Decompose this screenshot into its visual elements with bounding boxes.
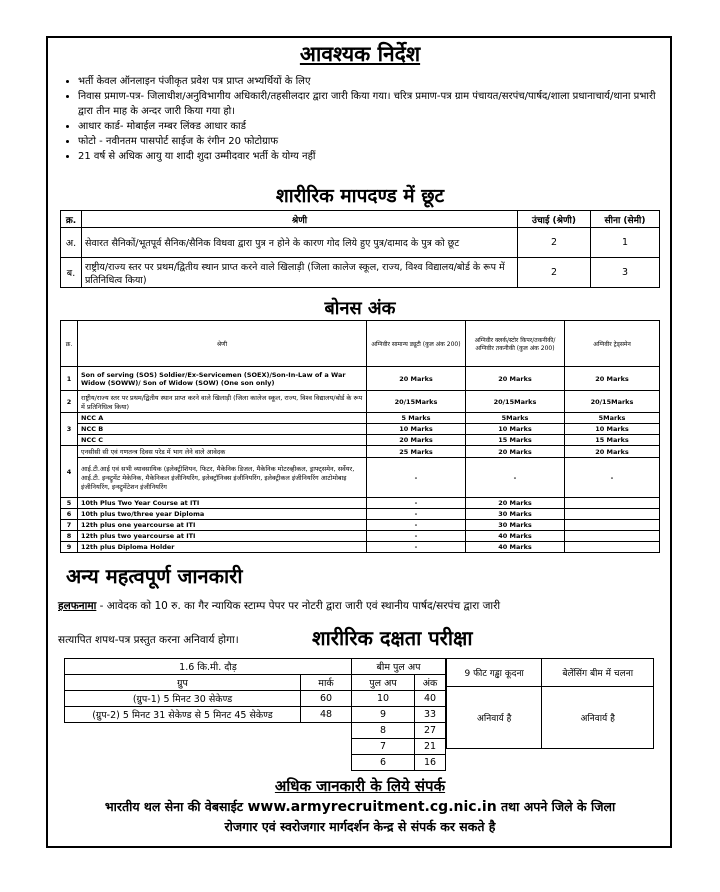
- title-contact: अधिक जानकारी के लिये संपर्क: [274, 777, 446, 795]
- title-other-info: अन्य महत्वपूर्ण जानकारी: [66, 564, 243, 588]
- table-row: 2 राष्ट्रीय/राज्य स्तर पर प्रथम/द्वितीय स्थान प्राप्त करने वाले खिलाड़ी (जिला कालेज स्कूल, राज्य, विश्व विद्यालय/बोर्ड के रूप में प्रतिनिधित्व किया) 20/15Marks 20/15Marks 20/15Marks: [61, 391, 660, 413]
- affidavit-line: हलफनामा - आवेदक को 10 रु. का गैर न्यायिक स्टाम्प पेपर पर नोटरी द्वारा जारी एवं स्थानीय पार्षद/सरपंच द्वारा जारी: [58, 600, 501, 612]
- table-row: (ग्रुप-1) 5 मिनट 30 सेकेण्ड 60 10 40: [65, 691, 446, 707]
- table-row: आई.टी.आई एवं सभी व्यावसायिक (इलेक्ट्रीशियन, फिटर, मैकेनिक डिजल, मैकेनिक मोटरव्हीकल, ड्राफ्ट्समेन, सर्वेयर, आई.टी. इन्स्ट्रुमेंट मेकेनिक, मैकेनिकल इंजीनियरिंग, इलेक्ट्रॉनिक्स इंजीनियरिंग, इलेक्ट्रीकल इंजीनियरिंग आटोमोबाइ इंजीनियरिंग, इन्स्ट्रुमेंटेशन इंजीनियरिंग - - -: [61, 458, 660, 498]
- instructions-list: [58, 74, 668, 164]
- run-pullup-table: 1.6 कि.मी. दौड़ बीम पुल अप ग्रुप मार्क पुल अप अंक (ग्रुप-1) 5 मिनट 30 सेकेण्ड 60 10 40 (ग्रुप-2) 5 मिनट 31 सेकेण्ड से 5 मिनट 45 सेकेण्ड 48 9 33 8 27 7 21 6 16: [64, 658, 446, 771]
- table-row: 3 NCC A 5 Marks 5Marks 5Marks: [61, 413, 660, 424]
- footer-contact: भारतीय थल सेना की वेबसाईट www.armyrecruitment.cg.nic.in तथा अपने जिले के जिला रोजगार एवं स्वरोजगार मार्गदर्शन केन्द्र से संपर्क कर सकते है: [104, 799, 616, 834]
- ditch-balance-table: 9 फीट गड्ढा कूदना बेलेंसिंग बीम में चलना अनिवार्य है अनिवार्य है: [446, 658, 654, 749]
- affidavit-line-2: सत्यापित शपथ-पत्र प्रस्तुत करना अनिवार्य होगा।: [58, 634, 239, 646]
- col-gd: अग्निवीर सामान्य ड्यूटी (कुल अंक 200): [367, 321, 466, 367]
- table-row: 9 12th plus Diploma Holder - 40 Marks: [61, 542, 660, 553]
- note-item: • निवास प्रमाण-पत्र- जिलाधीश/अनुविभागीय अधिकारी/तहसीलदार द्वारा जारी किया गया। चरित्र प्रमाण-पत्र ग्राम पंचायत/सरपंच/पार्षद/शाला प्रधानाचार्य/थाना प्रभारी द्वारा तीन माह के अन्दर जारी किया गया हो।: [78, 89, 668, 119]
- table-row: 7 21: [65, 739, 446, 755]
- note-item: • फोटो - नवीनतम पासपोर्ट साईज के रंगीन 20 फोटोग्राफ: [78, 134, 668, 149]
- col-chest: सीना (सेमी): [591, 211, 660, 228]
- table-row: 7 12th plus one yearcourse at ITI - 30 Marks: [61, 520, 660, 531]
- table-row: NCC C 20 Marks 15 Marks 15 Marks: [61, 435, 660, 446]
- table-row: (ग्रुप-2) 5 मिनट 31 सेकेण्ड से 5 मिनट 45 सेकेण्ड 48 9 33: [65, 707, 446, 723]
- note-item: • 21 वर्ष से अधिक आयु या शादी शुदा उम्मीदवार भर्ती के योग्य नहीं: [78, 149, 668, 164]
- note-item: • भर्ती केवल ऑनलाइन पंजीकृत प्रवेश पत्र प्राप्त अभ्यर्थियों के लिए: [78, 74, 668, 89]
- col-height: उंचाई (श्रेणी): [518, 211, 591, 228]
- title-physical-test: शारीरिक दक्षता परीक्षा: [312, 626, 473, 650]
- relaxation-table: [60, 210, 660, 288]
- table-row: 6 10th plus two/three year Diploma - 30 Marks: [61, 509, 660, 520]
- table-row: 8 27: [65, 723, 446, 739]
- title-instructions: आवश्यक निर्देश: [299, 42, 421, 66]
- col-category: श्रेणी: [78, 321, 367, 367]
- col-sr: क्र.: [61, 211, 82, 228]
- col-sr: क्र.: [61, 321, 78, 367]
- title-bonus: बोनस अंक: [324, 298, 396, 319]
- table-row: ब. राष्ट्रीय/राज्य स्तर पर प्रथम/द्वितीय स्थान प्राप्त करने वाले खिलाड़ी (जिला कालेज स्कूल, राज्य, विश्व विद्यालय/बोर्ड के रूप में प्रतिनिधित्व किया) 2 3: [61, 258, 660, 288]
- note-item: • आधार कार्ड- मोबाईल नम्बर लिंक्ड आधार कार्ड: [78, 119, 668, 134]
- table-row: NCC B 10 Marks 10 Marks 10 Marks: [61, 424, 660, 435]
- title-relaxation: शारीरिक मापदण्ड में छूट: [275, 185, 445, 207]
- website-text: www.armyrecruitment.cg.nic.in: [247, 799, 497, 815]
- table-row: 1 Son of serving (SOS) Soldier/Ex-Servicemen (SOEX)/Son-In-Law of a War Widow (SOWW)/ Son of Widow (SOW) (One son only) 20 Marks 20 Marks 20 Marks: [61, 367, 660, 391]
- table-row: 8 12th plus two yearcourse at ITI - 40 Marks: [61, 531, 660, 542]
- col-tradesmen: अग्निवीर ट्रेड्समेन: [565, 321, 660, 367]
- col-category: श्रेणी: [82, 211, 518, 228]
- table-row: 6 16: [65, 755, 446, 771]
- col-clerk: अग्निवीर क्लर्क/स्टोर किपर/तकनीकी/अग्निवीर तकनीकी (कुल अंक 200): [466, 321, 565, 367]
- table-row: 5 10th Plus Two Year Course at ITI - 20 Marks: [61, 498, 660, 509]
- table-row: अ. सेवारत सैनिकों/भूतपूर्व सैनिक/सैनिक विधवा द्वारा पुत्र न होने के कारण गोद लिये हुए पुत्र/दामाद के पुत्र को छूट 2 1: [61, 228, 660, 258]
- affidavit-label: हलफनामा: [58, 600, 97, 612]
- table-row: 4 एनसीसी सी एवं गणतन्त्र दिवस परेड में भाग लेने वाले आवेदक 25 Marks 20 Marks 20 Marks: [61, 446, 660, 458]
- bonus-table: [60, 320, 660, 553]
